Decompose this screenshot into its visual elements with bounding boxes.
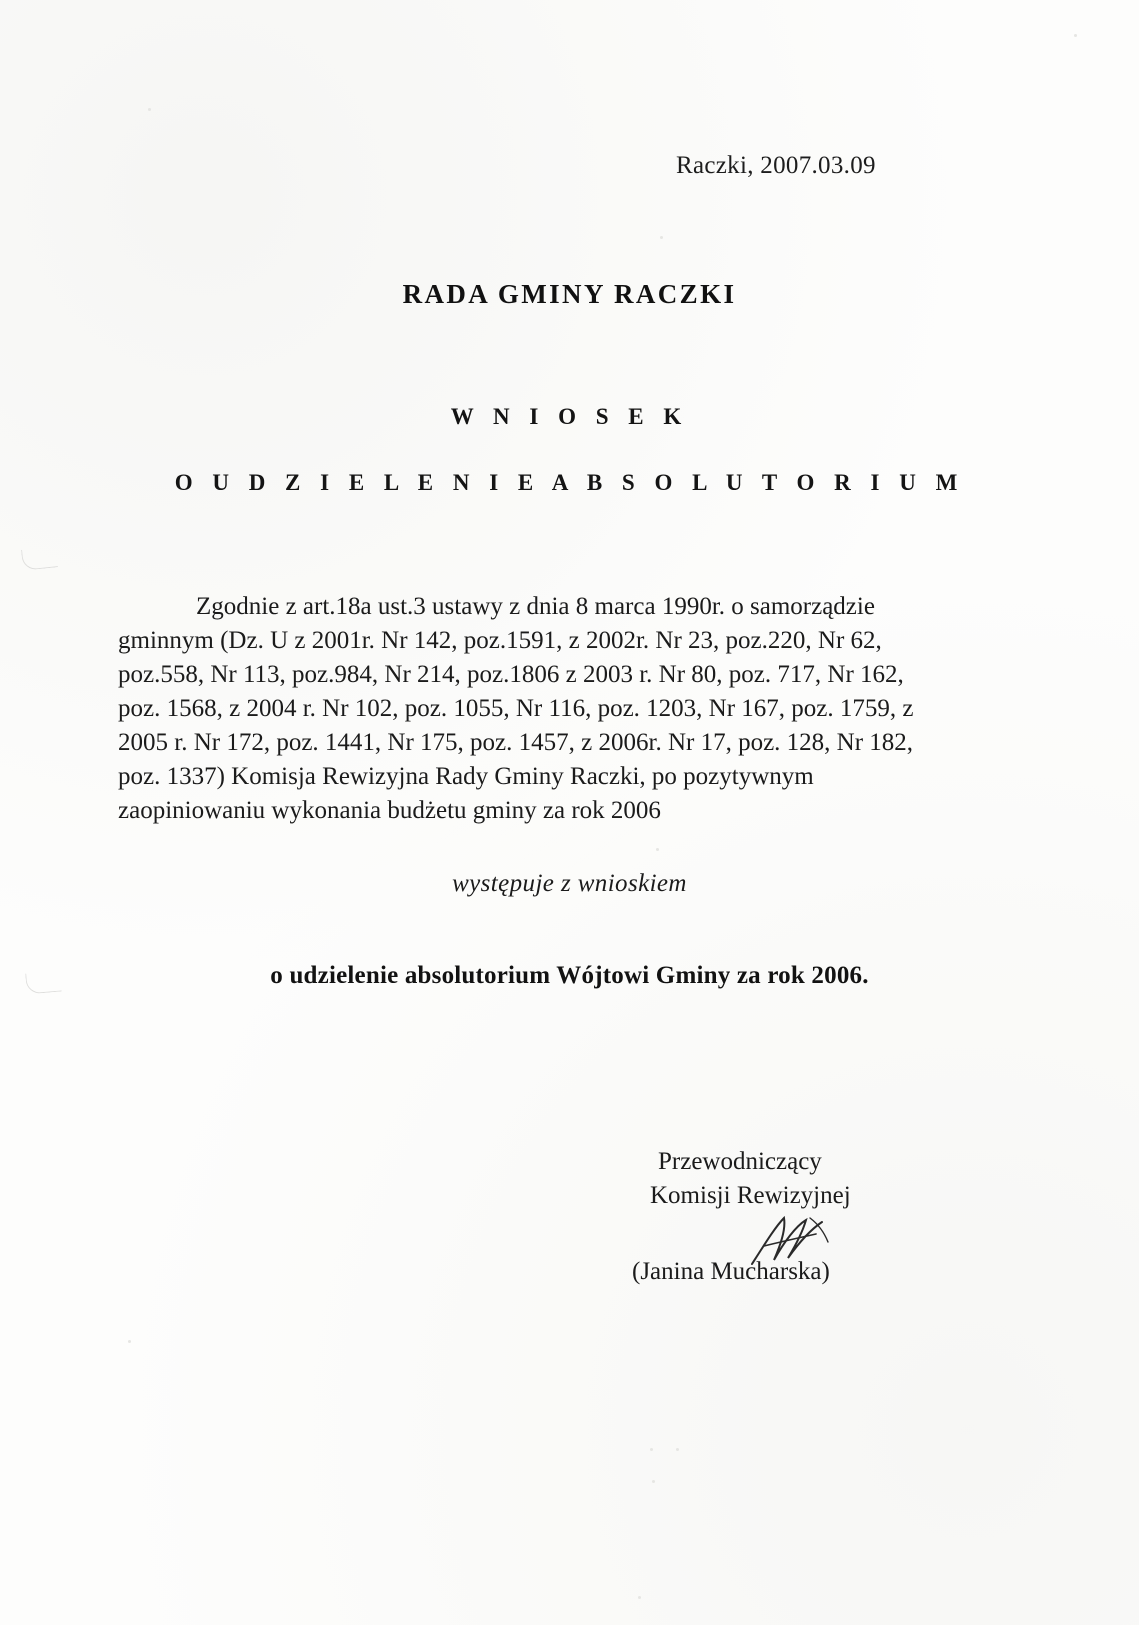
scan-speck <box>676 1448 679 1451</box>
scan-speck <box>652 1480 655 1483</box>
scan-artifact <box>21 546 58 571</box>
request-statement: o udzielenie absolutorium Wójtowi Gminy za rok 2006. <box>270 962 869 989</box>
signature-name: (Janina Mucharska) <box>632 1258 830 1285</box>
scan-speck <box>656 848 659 851</box>
scan-speck <box>660 236 663 239</box>
scan-speck <box>128 1340 131 1343</box>
document-subject-heading: O U D Z I E L E N I E A B S O L U T O R I U M <box>174 470 965 495</box>
scan-speck <box>638 1596 641 1599</box>
signature-role-line-1: Przewodniczący <box>658 1148 822 1175</box>
signature-role-line-2: Komisji Rewizyjnej <box>650 1182 851 1209</box>
scan-speck <box>148 108 151 111</box>
scan-speck <box>650 1448 653 1451</box>
scan-artifact <box>25 971 62 995</box>
motion-phrase: występuje z wnioskiem <box>452 870 687 897</box>
document-date: Raczki, 2007.03.09 <box>676 152 876 179</box>
document-body-paragraph: Zgodnie z art.18a ust.3 ustawy z dnia 8 marca 1990r. o samorządzie gminnym (Dz. U z 2001r. Nr 142, poz.1591, z 2002r. Nr 23, poz.220, Nr 62, poz.558, Nr 113, poz.984, Nr 214, poz.1806 z 2003 r. Nr 80, poz. 717, Nr 162, poz. 1568, z 2004 r. Nr 102, poz. 1055, Nr 116, poz. 1203, Nr 167, poz. 1759, z 2005 r. Nr 172, poz. 1441, Nr 175, poz. 1457, z 2006r. Nr 17, poz. 128, Nr 182, poz. 1337) Komisja Rewizyjna Rady Gminy Raczki, po pozytywnym zaopiniowaniu wykonania budżetu gminy za rok 2006 <box>118 593 914 824</box>
document-kind-heading: W N I O S E K <box>450 404 689 429</box>
signature-block <box>632 1145 962 1289</box>
scan-speck <box>1074 34 1077 37</box>
organization-heading: RADA GMINY RACZKI <box>402 279 737 309</box>
